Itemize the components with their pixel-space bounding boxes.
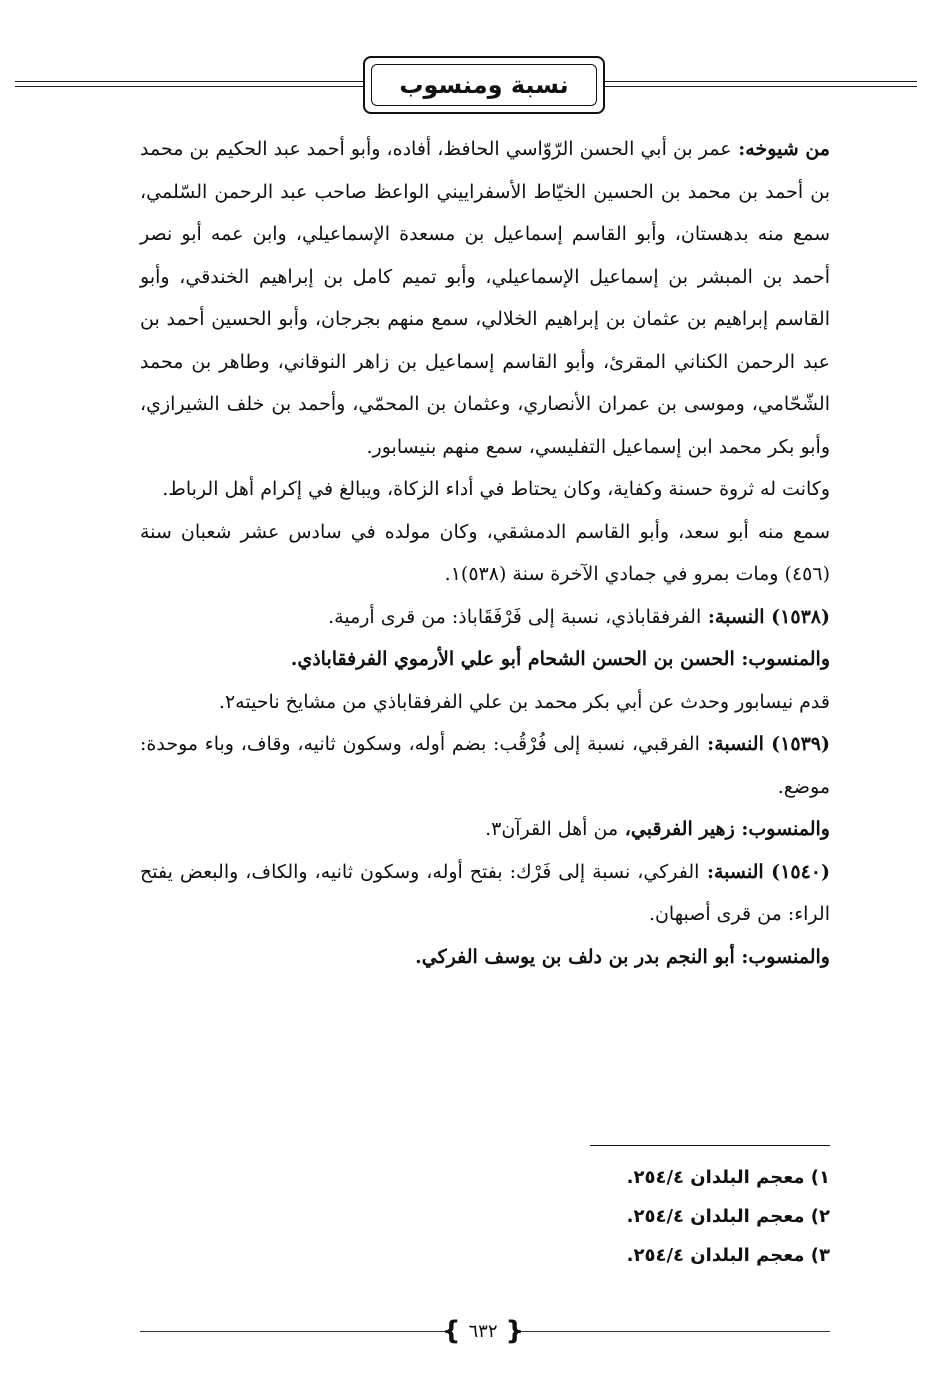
- header-frame: [363, 56, 605, 114]
- paragraph: [140, 681, 830, 724]
- paragraph: [140, 851, 830, 936]
- text-run: الفركي، نسبة إلى فَرْك: بفتح أوله، وسكون ثانيه، والكاف، والبعض يفتح الراء: من قرى أصبهان.: [140, 860, 830, 925]
- bold-run: من شيوخه:: [731, 138, 830, 160]
- footnote-1: ١) معجم البلدان ٢٥٤/٤.: [626, 1167, 830, 1188]
- bold-run: والمنسوب: الحسن بن الحسن الشحام أبو علي الأرموي الفرفقاباذي.: [290, 648, 830, 670]
- bold-run: (١٥٣٨) النسبة:: [701, 605, 830, 628]
- bold-run: والمنسوب: أبو النجم بدر بن دلف بن يوسف الفركي.: [415, 945, 830, 968]
- text-run: الفرفقاباذي، نسبة إلى فَرْفَقَاباذ: من قرى أرمية.: [328, 605, 702, 628]
- text-run: الفرقبي، نسبة إلى فُرْقُب: بضم أوله، وسكون ثانيه، وقاف، وباء موحدة: موضع.: [140, 733, 830, 798]
- footnote-2: ٢) معجم البلدان ٢٥٤/٤.: [626, 1206, 830, 1227]
- text-run: عمر بن أبي الحسن الرّوّاسي الحافظ، أفاده، وأبو أحمد عبد الحكيم بن محمد بن أحمد بن محمد بن الحسين الخيّاط الأسفراييني الواعظ صاحب عبد الرحمن السّلمي، سمع منه بدهستان، وأبو القاسم إسماعيل بن مسعدة الإسماعيلي، وابن عمه أبو نصر أحمد بن المبشر بن إسماعيل الإسماعيلي، وأبو تميم كامل بن إبراهيم الخندقي، وأبو القاسم إبراهيم بن عثمان بن إبراهيم الخلالي، سمع منهم بجرجان، وأبو الحسين أحمد بن عبد الرحمن الكناني المقرئ، وأبو القاسم إسماعيل بن زاهر النوقاني، وطاهر بن محمد الشّحّامي، وموسى بن عمران الأنصاري، وعثمان بن المحمّي، وأحمد بن خلف الشيرازي، وأبو بكر محمد ابن إسماعيل التفليسي، سمع منهم بنيسابور.: [140, 138, 830, 458]
- paragraph: [140, 936, 830, 979]
- header-rule-right-bottom: [605, 86, 917, 87]
- text-run: وكانت له ثروة حسنة وكفاية، وكان يحتاط في أداء الزكاة، ويبالغ في إكرام أهل الرباط.: [162, 478, 830, 500]
- paragraph: [140, 808, 830, 851]
- paragraph: [140, 596, 830, 639]
- header-rule-left-bottom: [15, 86, 363, 87]
- bold-run: (١٥٤٠) النسبة:: [699, 860, 831, 883]
- brace-right: }: [505, 1316, 525, 1346]
- header-rule-left-top: [15, 81, 363, 82]
- text-run: قدم نيسابور وحدث عن أبي بكر محمد بن علي الفرفقاباذي من مشايخ ناحيته٢.: [218, 690, 830, 713]
- page-number-rule-left: [140, 1331, 452, 1332]
- page-title: نسبة ومنسوب: [371, 64, 597, 106]
- paragraph: [140, 128, 830, 468]
- paragraph: [140, 511, 830, 596]
- page-number-rule-right: [514, 1331, 830, 1332]
- page-number-block: [441, 1316, 525, 1346]
- bold-run: (١٥٣٩) النسبة:: [699, 733, 830, 755]
- footnote-3: ٣) معجم البلدان ٢٥٤/٤.: [626, 1245, 830, 1266]
- paragraph: [140, 723, 830, 808]
- paragraph: [140, 468, 830, 511]
- text-run: من أهل القرآن٣.: [485, 818, 619, 840]
- text-run: سمع منه أبو سعد، وأبو القاسم الدمشقي، وكان مولده في سادس عشر شعبان سنة (٤٥٦) ومات بمرو في جمادي الآخرة سنة (٥٣٨)١.: [140, 520, 830, 585]
- footnote-separator: [590, 1145, 830, 1146]
- page-number: ٦٣٢: [468, 1320, 498, 1342]
- bold-run: والمنسوب: زهير الفرقبي،: [618, 818, 830, 840]
- body-text: [140, 128, 830, 978]
- footnotes: [400, 1158, 830, 1275]
- brace-left: {: [441, 1316, 461, 1346]
- paragraph: [140, 638, 830, 681]
- header-rule-right-top: [605, 81, 917, 82]
